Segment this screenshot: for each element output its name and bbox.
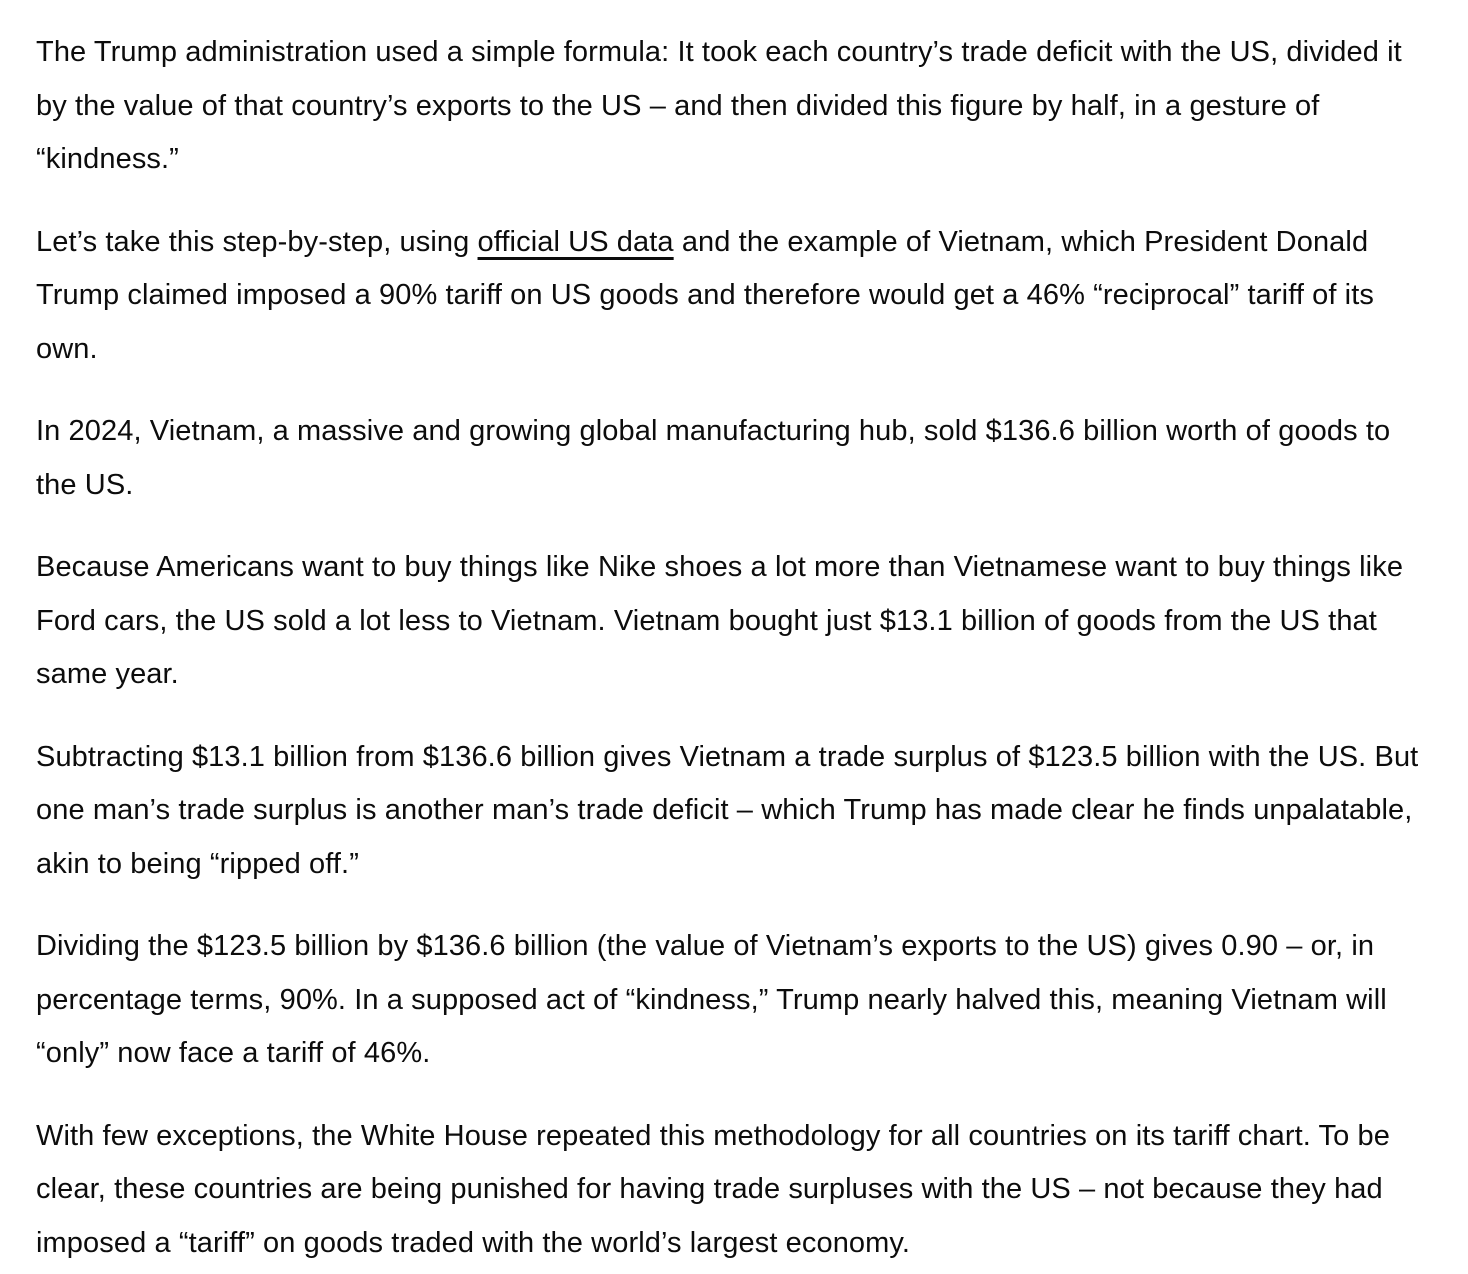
text-run: With few exceptions, the White House repeated this methodology for all countries on its tariff chart. To be clear, these countries are being punished for having trade surpluses with the US – not because they had imposed a “tariff” on goods traded with the world’s largest economy. bbox=[36, 1119, 1390, 1259]
article-paragraph bbox=[36, 1110, 1432, 1271]
text-run: Let’s take this step-by-step, using bbox=[36, 225, 478, 258]
text-run: Subtracting $13.1 billion from $136.6 billion gives Vietnam a trade surplus of $123.5 billion with the US. But one man’s trade surplus is another man’s trade deficit – which Trump has made clear he finds unpalatable, akin to being “ripped off.” bbox=[36, 740, 1419, 880]
official-us-data-link[interactable]: official US data bbox=[477, 225, 674, 258]
article-paragraph bbox=[36, 920, 1432, 1081]
text-run: In 2024, Vietnam, a massive and growing global manufacturing hub, sold $136.6 billion worth of goods to the US. bbox=[36, 415, 1391, 501]
article-paragraph bbox=[36, 541, 1432, 702]
text-run: and the example of Vietnam, which President Donald Trump claimed imposed a 90% tariff on US goods and therefore would get a 46% “reciprocal” tariff of its own. bbox=[36, 225, 1374, 365]
article-paragraph bbox=[36, 216, 1432, 377]
text-run: Dividing the $123.5 billion by $136.6 billion (the value of Vietnam’s exports to the US) gives 0.90 – or, in percentage terms, 90%. In a supposed act of “kindness,” Trump nearly halved this, meaning Vietnam will “only” now face a tariff of 46%. bbox=[36, 930, 1387, 1069]
text-run: The Trump administration used a simple formula: It took each country’s trade deficit with the US, divided it by the value of that country’s exports to the US – and then divided this figure by half, in a gesture of “kindness.” bbox=[36, 36, 1402, 175]
article-paragraph bbox=[36, 405, 1432, 512]
article-paragraph bbox=[36, 26, 1432, 187]
article-paragraph bbox=[36, 731, 1432, 892]
text-run: Because Americans want to buy things like Nike shoes a lot more than Vietnamese want to buy things like Ford cars, the US sold a lot less to Vietnam. Vietnam bought just $13.1 billion of goods from the US that same year. bbox=[36, 551, 1404, 690]
